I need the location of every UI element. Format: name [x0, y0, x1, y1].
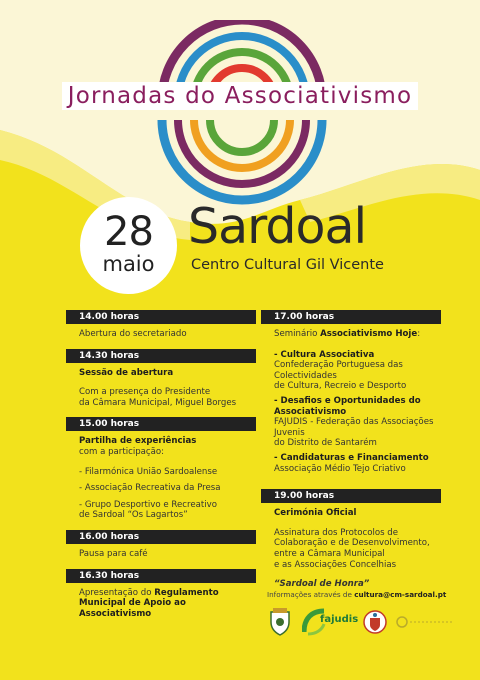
item-regulation-line2: Municipal de Apoio ao Associativismo [79, 598, 186, 619]
program-right-column [261, 310, 441, 593]
item-seminar-colon: : [417, 329, 421, 339]
event-venue: Centro Cultural Gil Vicente [191, 257, 384, 273]
time-bar-1700: 17.00 horas [261, 310, 441, 324]
item-coffee-break: Pausa para café [79, 548, 148, 559]
item-ceremony-line1: Assinatura dos Protocolos de [274, 527, 399, 538]
time-bar-1630: 16.30 horas [66, 569, 256, 583]
fajudis-logo [302, 608, 358, 636]
topic-2-title: - Desafios e Oportunidades do Associativismo [274, 395, 421, 417]
topic-3-title: - Candidaturas e Financiamento [274, 452, 429, 463]
item-seminar-bold: Associativismo Hoje [320, 329, 418, 339]
medio-tejo-criativo-logo [394, 608, 458, 636]
topic-3-line1: Associação Médio Tejo Criativo [274, 463, 406, 474]
contact-info-label: Informações através de [267, 590, 355, 599]
date-day: 28 [104, 209, 153, 255]
time-bar-1430: 14.30 horas [66, 349, 256, 363]
municipal-crest-icon [268, 608, 292, 636]
title-text: Jornadas do Associativismo [62, 82, 419, 110]
item-seminar-title [261, 329, 441, 340]
item-opening-session-line2: da Câmara Municipal, Miguel Borges [79, 397, 237, 408]
time-bar-1600: 16.00 horas [66, 530, 256, 544]
contact-email-link[interactable]: cultura@cm-sardoal.pt [354, 590, 447, 599]
item-regulation-line1 [66, 588, 256, 599]
item-ceremony-quote: “Sardoal de Honra” [274, 579, 370, 590]
item-ceremony-line3: entre a Câmara Municipal [274, 548, 385, 559]
item-experiences-2: - Associação Recreativa da Presa [79, 483, 221, 494]
item-opening-session-line1: Com a presença do Presidente [79, 387, 211, 398]
item-seminar-plain: Seminário [274, 329, 321, 339]
item-ceremony-heading: Cerimónia Oficial [274, 508, 357, 519]
item-experiences-3-line1: - Grupo Desportivo e Recreativo [79, 499, 217, 510]
item-experiences-heading: Partilha de experiências [79, 436, 197, 447]
concentric-rings-logo [150, 20, 335, 205]
topic-2-line1: FAJUDIS - Federação das Associações Juvenis [274, 417, 434, 438]
item-regulation-plain: Apresentação do [79, 587, 155, 598]
time-bar-1900: 19.00 horas [261, 489, 441, 503]
item-ceremony-line2: Colaboração e de Desenvolvimento, [274, 538, 430, 549]
topic-1-title: - Cultura Associativa [274, 349, 375, 360]
fajudis-logo-text: fajudis [320, 614, 359, 625]
time-bar-1400: 14.00 horas [66, 310, 256, 324]
topic-1-line1: Confederação Portuguesa das Colectividades [274, 360, 403, 381]
item-experiences-intro: com a participação: [79, 446, 165, 457]
page-title [0, 83, 480, 109]
program-left-column [66, 310, 256, 622]
time-bar-1500: 15.00 horas [66, 417, 256, 431]
topic-1-line2: de Cultura, Recreio e Desporto [274, 381, 407, 392]
contact-info [267, 590, 446, 599]
item-experiences-1: - Filarmónica União Sardoalense [79, 466, 218, 477]
event-place: Sardoal [188, 198, 367, 255]
federation-crest-icon [362, 608, 388, 636]
item-regulation-bold: Regulamento [154, 587, 219, 598]
topic-2-line2: do Distrito de Santarém [274, 438, 377, 449]
item-ceremony-line4: e as Associações Concelhias [274, 559, 397, 570]
item-experiences-3-line2: de Sardoal “Os Lagartos” [79, 510, 188, 521]
partner-logos [262, 608, 462, 638]
date-circle [80, 197, 177, 294]
item-opening-registration: Abertura do secretariado [79, 329, 187, 339]
item-opening-session-heading: Sessão de abertura [79, 367, 174, 378]
date-month: maio [102, 252, 155, 276]
